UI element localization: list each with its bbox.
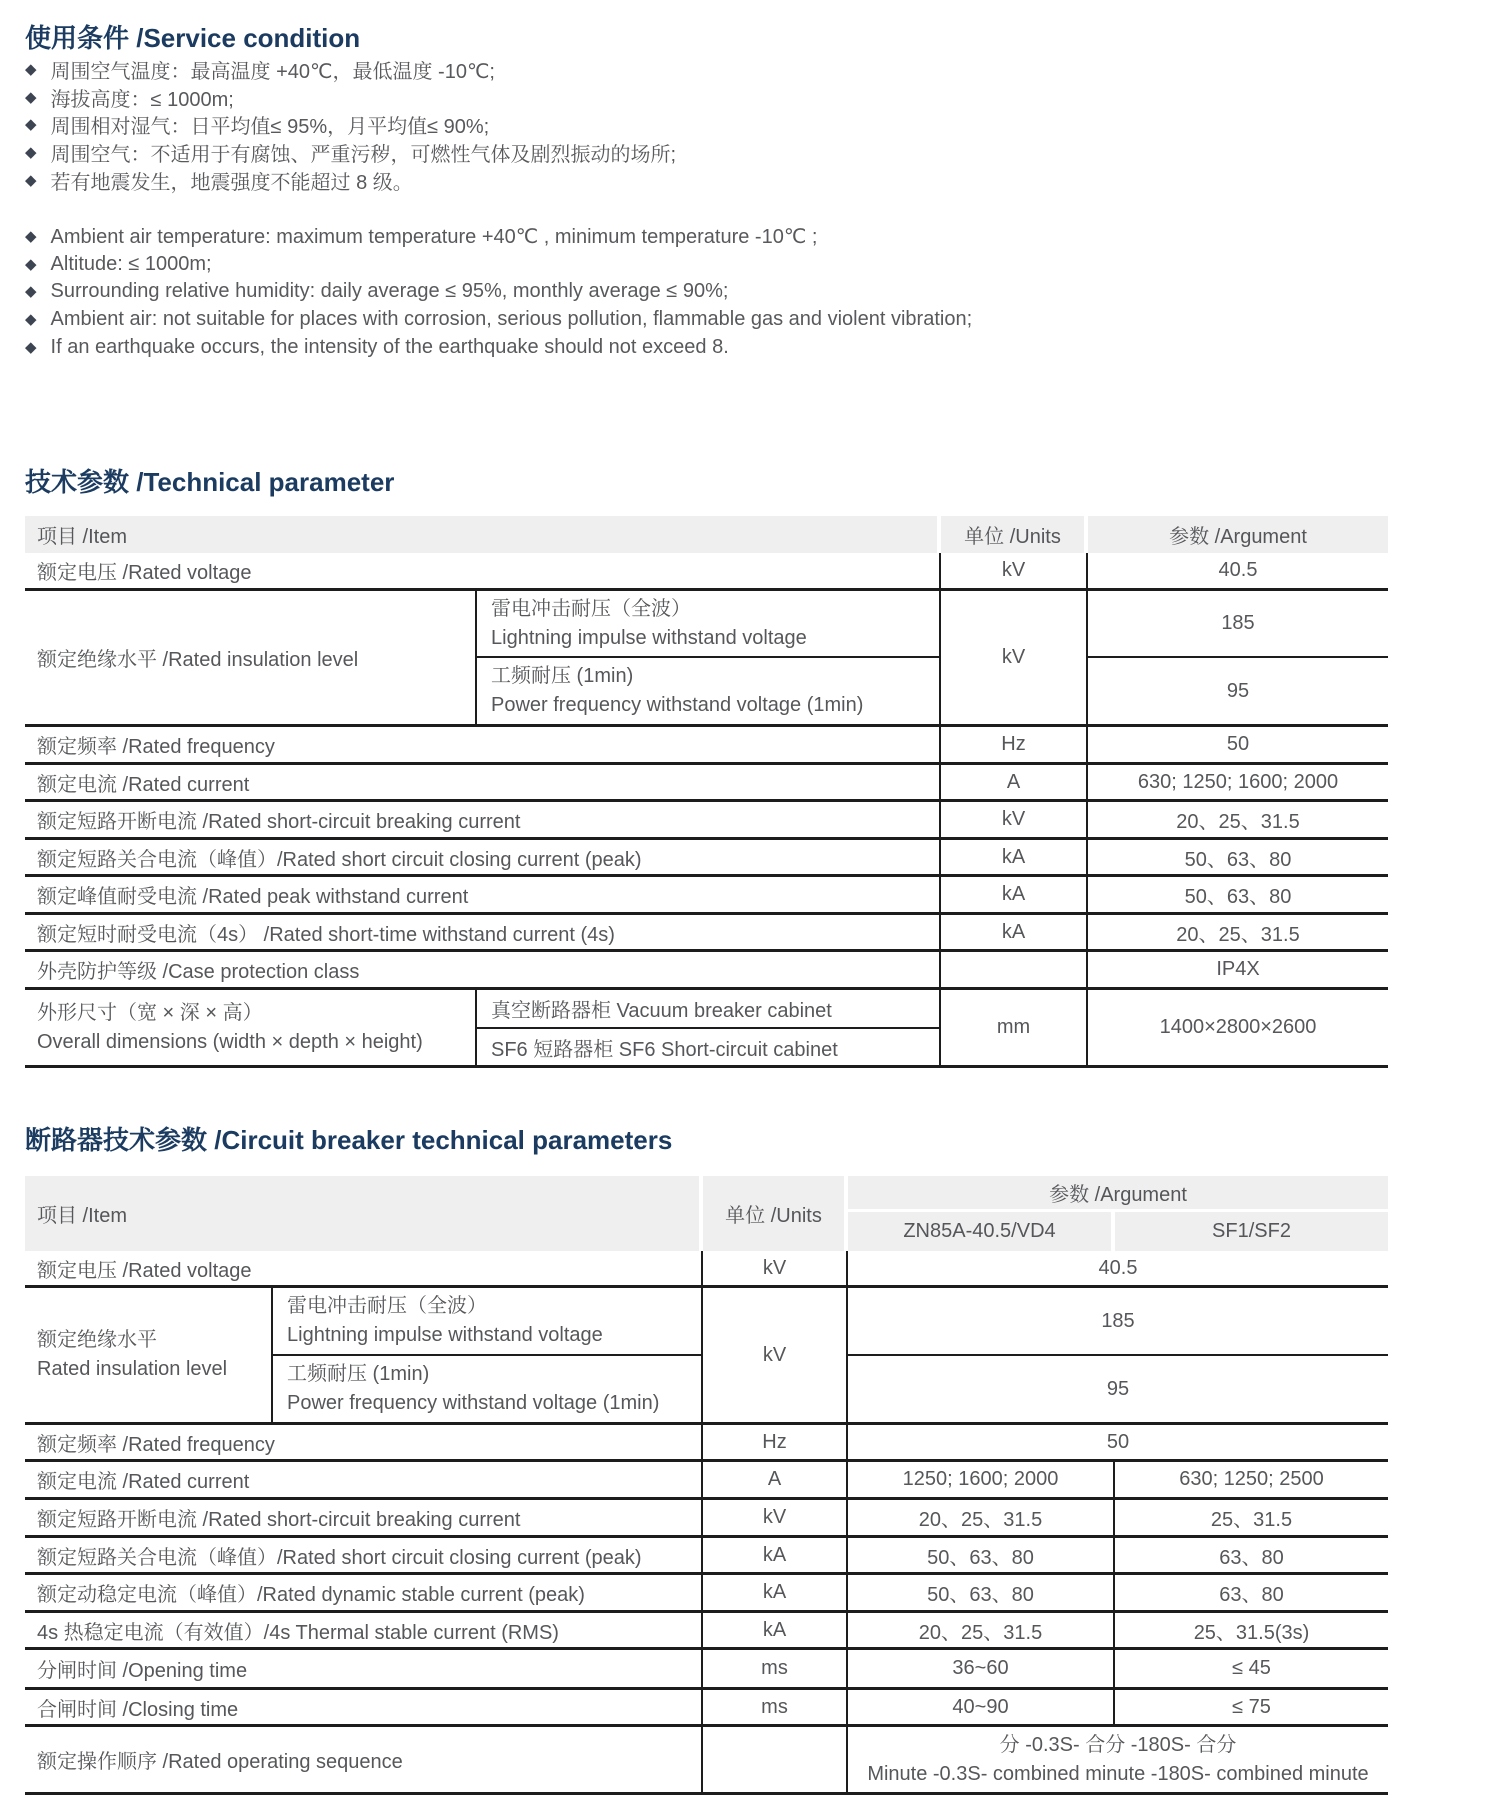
- sublabel-en: Lightning impulse withstand voltage: [287, 1324, 603, 1346]
- sublabel-zh: 工频耐压 (1min): [287, 1363, 430, 1385]
- cell-unit: kA: [941, 877, 1088, 912]
- row-rated-current: [25, 765, 1388, 802]
- cell-value: 40.5: [1218, 559, 1258, 581]
- cell-value-model-a: 50、63、80: [848, 1538, 1115, 1572]
- cell-label: 额定电压 /Rated voltage: [25, 1251, 703, 1285]
- bullet-text: 周围相对湿气：日平均值≤ 95%，月平均值≤ 90%;: [50, 116, 490, 139]
- label-zh: 额定绝缘水平: [37, 1329, 157, 1351]
- bullet-text: 若有地震发生，地震强度不能超过 8 级。: [50, 171, 413, 194]
- diamond-bullet-icon: ◆: [25, 283, 37, 301]
- cell-label: 额定电流 /Rated current: [25, 765, 941, 799]
- insulation-values: [1088, 591, 1388, 724]
- cell-value: IP4X: [1216, 958, 1260, 980]
- insulation-sublabels: [273, 1288, 703, 1422]
- sublabel-lightning: [273, 1288, 701, 1356]
- row-insulation-level: [25, 1288, 1388, 1425]
- cell-label: 额定电流 /Rated current: [25, 1462, 703, 1497]
- bullet-text: 海拔高度：≤ 1000m;: [50, 88, 234, 111]
- diamond-bullet-icon: ◆: [25, 255, 37, 273]
- cell-unit: Hz: [703, 1425, 848, 1459]
- bullet-item: [25, 84, 676, 112]
- bullet-item: [25, 251, 972, 279]
- label-zh: 外形尺寸（宽 × 深 × 高）: [37, 1001, 263, 1024]
- row-breaking-current: [25, 802, 1388, 840]
- cell-value-model-b: 25、31.5: [1210, 1509, 1293, 1531]
- header-cell-item: 项目 /Item: [25, 1176, 703, 1251]
- cell-value: 50、63、80: [1184, 886, 1292, 908]
- bullet-item: [25, 111, 676, 139]
- header-cell-model-b: SF1/SF2: [1115, 1212, 1388, 1251]
- cell-unit: [941, 952, 1088, 987]
- cell-label: 额定峰值耐受电流 /Rated peak withstand current: [25, 877, 941, 912]
- cell-label: 额定短路关合电流（峰值）/Rated short circuit closing current (peak): [25, 1538, 703, 1572]
- label-en: Overall dimensions (width × depth × height): [37, 1030, 423, 1053]
- header-cell-units: 单位 /Units: [941, 516, 1088, 553]
- technical-parameter-table: [25, 516, 1388, 1068]
- label-en: Rated insulation level: [37, 1358, 228, 1380]
- cell-value-model-b: 63、80: [1219, 1584, 1284, 1606]
- diamond-bullet-icon: ◆: [25, 311, 37, 329]
- service-condition-title: 使用条件 /Service condition: [25, 23, 361, 53]
- breaker-parameters-table: [25, 1176, 1388, 1795]
- cell-label: 分闸时间 /Opening time: [25, 1650, 703, 1687]
- row-overall-dimensions: [25, 990, 1388, 1068]
- cell-value-model-b: 630; 1250; 2500: [1179, 1468, 1324, 1490]
- cell-unit: mm: [941, 990, 1088, 1065]
- service-bullets-en: [25, 223, 972, 361]
- sublabel-en: Lightning impulse withstand voltage: [491, 626, 807, 649]
- sublabel-zh: 雷电冲击耐压（全波）: [491, 597, 691, 620]
- cell-unit: kA: [941, 915, 1088, 949]
- sublabel-zh: 工频耐压 (1min): [491, 665, 634, 687]
- sublabel-power-frequency: [477, 658, 939, 724]
- cell-value-model-b: ≤ 75: [1232, 1695, 1271, 1718]
- sublabel-zh: 雷电冲击耐压（全波）: [287, 1295, 487, 1317]
- bullet-item: [25, 306, 972, 334]
- table-header-row: [25, 516, 1388, 553]
- cell-value: 50、63、80: [1184, 848, 1292, 871]
- row-peak-withstand: [25, 877, 1388, 915]
- diamond-bullet-icon: ◆: [25, 61, 37, 79]
- bullet-item: [25, 139, 676, 167]
- row-rated-voltage: [25, 1251, 1388, 1288]
- bullet-item: [25, 278, 972, 306]
- row-rated-current: [25, 1462, 1388, 1500]
- bullet-text: Ambient air: not suitable for places with corrosion, serious pollution, flammable gas and violent vibration;: [50, 308, 973, 331]
- cell-label: [25, 1288, 273, 1422]
- cell-unit: [703, 1727, 848, 1792]
- cell-label: 额定短路开断电流 /Rated short-circuit breaking current: [25, 802, 941, 837]
- cell-value-model-a: 36~60: [848, 1650, 1115, 1687]
- cell-unit: ms: [703, 1650, 848, 1687]
- bullet-item: [25, 333, 972, 361]
- row-closing-current: [25, 1538, 1388, 1575]
- cell-label: 额定操作顺序 /Rated operating sequence: [25, 1727, 703, 1792]
- bullet-text: If an earthquake occurs, the intensity of the earthquake should not exceed 8.: [50, 335, 729, 358]
- cell-label: 额定动稳定电流（峰值）/Rated dynamic stable current (peak): [25, 1575, 703, 1610]
- cell-unit: kV: [941, 802, 1088, 837]
- cell-value: 95: [1226, 679, 1250, 702]
- cell-unit: kV: [703, 1500, 848, 1535]
- cell-unit: ms: [703, 1690, 848, 1724]
- bullet-text: Altitude: ≤ 1000m;: [50, 252, 212, 275]
- row-short-time-withstand: [25, 915, 1388, 952]
- cell-label: 合闸时间 /Closing time: [25, 1690, 703, 1724]
- cell-value-model-b: 25、31.5(3s): [1193, 1621, 1310, 1644]
- cell-unit: kV: [941, 553, 1088, 588]
- row-case-protection: [25, 952, 1388, 990]
- cell-value-model-a: 50、63、80: [848, 1575, 1115, 1610]
- cell-unit: kV: [703, 1251, 848, 1285]
- row-insulation-level: [25, 591, 1388, 727]
- header-cell-item: 项目 /Item: [25, 516, 941, 553]
- bullet-text: Ambient air temperature: maximum temperature +40℃ , minimum temperature -10℃ ;: [50, 226, 818, 249]
- diamond-bullet-icon: ◆: [25, 116, 37, 134]
- cell-label: 额定短路关合电流（峰值）/Rated short circuit closing current (peak): [25, 840, 941, 874]
- cell-label: 额定绝缘水平 /Rated insulation level: [25, 591, 477, 724]
- bullet-item: [25, 223, 972, 251]
- cell-unit: Hz: [941, 727, 1088, 762]
- diamond-bullet-icon: ◆: [25, 338, 37, 356]
- sublabel-power-frequency: [273, 1356, 701, 1422]
- diamond-bullet-icon: ◆: [25, 171, 37, 189]
- row-operating-sequence: [25, 1727, 1388, 1795]
- insulation-values: [848, 1288, 1388, 1422]
- cell-label: 4s 热稳定电流（有效值）/4s Thermal stable current (RMS): [25, 1613, 703, 1647]
- cell-value: 185: [1088, 591, 1388, 658]
- cell-label: 额定电压 /Rated voltage: [25, 553, 941, 588]
- cell-value-model-b: ≤ 45: [1232, 1657, 1271, 1679]
- cell-unit: kV: [941, 591, 1088, 724]
- diamond-bullet-icon: ◆: [25, 144, 37, 162]
- sublabel-lightning: [477, 591, 939, 658]
- header-argument-group: [848, 1176, 1388, 1251]
- header-cell-argument: 参数 /Argument: [848, 1176, 1388, 1212]
- cell-unit: A: [703, 1462, 848, 1497]
- value-en: Minute -0.3S- combined minute -180S- combined minute: [867, 1762, 1369, 1785]
- row-closing-time: [25, 1690, 1388, 1727]
- bullet-text: Surrounding relative humidity: daily average ≤ 95%, monthly average ≤ 90%;: [50, 280, 729, 303]
- row-rated-frequency: [25, 727, 1388, 765]
- technical-parameter-title: 技术参数 /Technical parameter: [25, 467, 395, 497]
- cell-value: 50: [1106, 1430, 1130, 1453]
- cell-label: 额定频率 /Rated frequency: [25, 1425, 703, 1459]
- bullet-text: 周围空气：不适用于有腐蚀、严重污秽，可燃性气体及剧烈振动的场所;: [50, 144, 677, 167]
- bullet-item: [25, 166, 676, 194]
- cell-value-model-a: 1250; 1600; 2000: [848, 1462, 1115, 1497]
- cell-unit: A: [941, 765, 1088, 799]
- cell-value: [848, 1727, 1388, 1792]
- row-opening-time: [25, 1650, 1388, 1690]
- cell-label: 外壳防护等级 /Case protection class: [25, 952, 941, 987]
- bullet-text: 周围空气温度：最高温度 +40℃，最低温度 -10℃;: [50, 61, 495, 84]
- cell-label: [25, 990, 477, 1065]
- service-bullets-zh: [25, 56, 676, 194]
- cell-value-model-a: 20、25、31.5: [848, 1613, 1115, 1647]
- cell-value: 20、25、31.5: [1176, 811, 1300, 833]
- cell-unit: kA: [703, 1613, 848, 1647]
- diamond-bullet-icon: ◆: [25, 88, 37, 106]
- header-cell-model-a: ZN85A-40.5/VD4: [848, 1212, 1115, 1251]
- cell-unit: kA: [703, 1538, 848, 1572]
- cell-value: 50: [1226, 733, 1250, 755]
- cell-value: 185: [848, 1288, 1388, 1356]
- cell-value-model-a: 20、25、31.5: [848, 1500, 1115, 1535]
- cell-value: 20、25、31.5: [1176, 923, 1300, 946]
- cell-value-model-b: 63、80: [1219, 1546, 1284, 1569]
- row-rated-voltage: [25, 553, 1388, 591]
- cell-unit: kA: [703, 1575, 848, 1610]
- sublabel-sf6-cabinet: SF6 短路器柜 SF6 Short-circuit cabinet: [491, 1038, 838, 1061]
- sublabel-en: Power frequency withstand voltage (1min): [287, 1392, 660, 1414]
- cell-value-model-a: 40~90: [848, 1690, 1115, 1724]
- bullet-item: [25, 56, 676, 84]
- row-rated-frequency: [25, 1425, 1388, 1462]
- cell-unit: kV: [703, 1288, 848, 1422]
- header-cell-units: 单位 /Units: [703, 1176, 848, 1251]
- diamond-bullet-icon: ◆: [25, 228, 37, 246]
- dimensions-sublabels: [477, 990, 941, 1065]
- sublabel-en: Power frequency withstand voltage (1min): [491, 694, 864, 716]
- breaker-parameters-title: 断路器技术参数 /Circuit breaker technical parameters: [25, 1125, 673, 1155]
- header-model-row: [848, 1212, 1388, 1251]
- cell-value: 95: [1106, 1377, 1130, 1400]
- table-header-row: [25, 1176, 1388, 1251]
- cell-unit: kA: [941, 840, 1088, 874]
- cell-value: 1400×2800×2600: [1159, 1016, 1317, 1038]
- header-cell-argument: 参数 /Argument: [1088, 516, 1388, 553]
- row-thermal-stable: [25, 1613, 1388, 1650]
- cell-label: 额定短路开断电流 /Rated short-circuit breaking current: [25, 1500, 703, 1535]
- cell-label: 额定频率 /Rated frequency: [25, 727, 941, 762]
- cell-value: 40.5: [1098, 1256, 1138, 1279]
- row-closing-current: [25, 840, 1388, 877]
- value-zh: 分 -0.3S- 合分 -180S- 合分: [999, 1733, 1237, 1756]
- sublabel-vacuum-cabinet: 真空断路器柜 Vacuum breaker cabinet: [477, 990, 939, 1029]
- insulation-sublabels: [477, 591, 941, 724]
- row-breaking-current: [25, 1500, 1388, 1538]
- cell-value: 630; 1250; 1600; 2000: [1137, 770, 1339, 793]
- row-dynamic-stable: [25, 1575, 1388, 1613]
- cell-label: 额定短时耐受电流（4s） /Rated short-time withstand current (4s): [25, 915, 941, 949]
